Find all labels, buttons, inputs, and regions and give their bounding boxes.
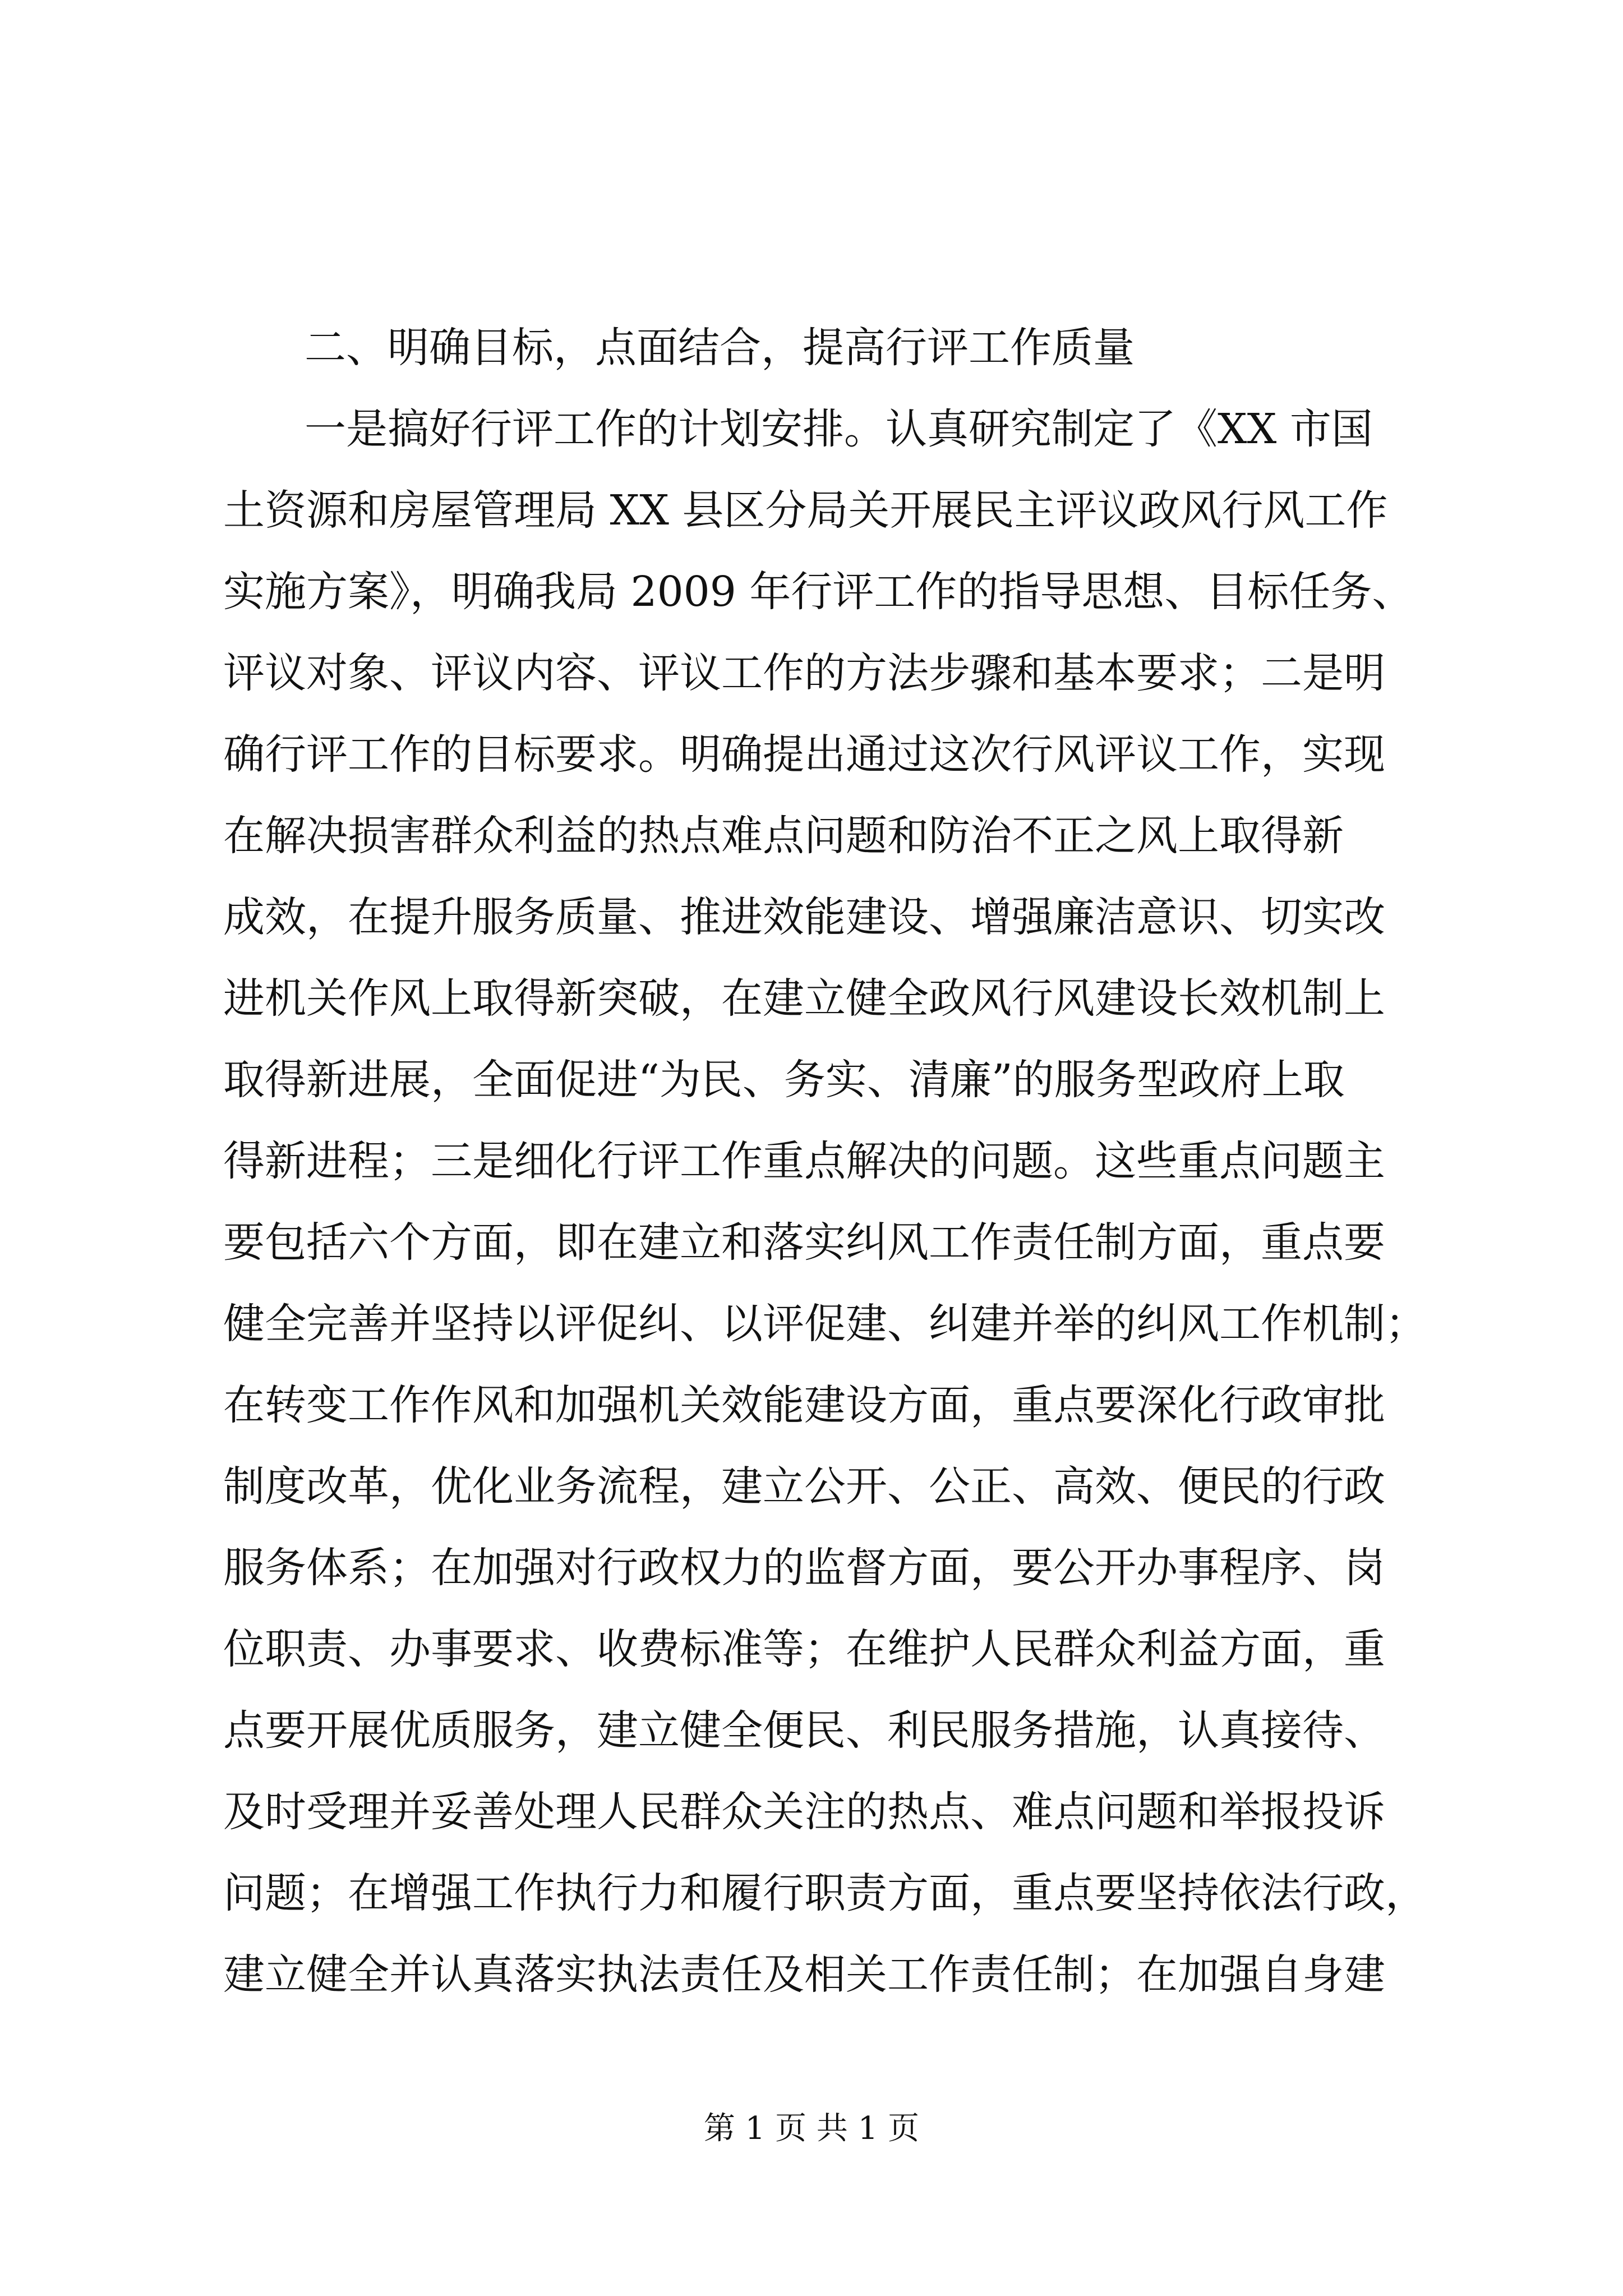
paragraph-line: 取得新进展，全面促进“为民、务实、清廉”的服务型政府上取 xyxy=(223,1056,1345,1104)
paragraph-line: 得新进程；三是细化行评工作重点解决的问题。这些重点问题主 xyxy=(223,1137,1385,1185)
paragraph-line: 制度改革，优化业务流程，建立公开、公正、高效、便民的行政 xyxy=(223,1462,1385,1511)
paragraph-line: 一是搞好行评工作的计划安排。认真研究制定了《XX 市国 xyxy=(305,405,1373,453)
paragraph-line: 点要开展优质服务，建立健全便民、利民服务措施，认真接待、 xyxy=(223,1706,1385,1755)
paragraph-line: 实施方案》，明确我局 2009 年行评工作的指导思想、目标任务、 xyxy=(223,568,1414,616)
paragraph-line: 服务体系；在加强对行政权力的监督方面，要公开办事程序、岗 xyxy=(223,1544,1385,1592)
section-heading: 二、明确目标，点面结合，提高行评工作质量 xyxy=(305,324,1135,372)
paragraph-line: 评议对象、评议内容、评议工作的方法步骤和基本要求；二是明 xyxy=(223,649,1385,697)
paragraph-line: 要包括六个方面，即在建立和落实纠风工作责任制方面，重点要 xyxy=(223,1218,1385,1267)
paragraph-line: 进机关作风上取得新突破，在建立健全政风行风建设长效机制上 xyxy=(223,974,1385,1023)
paragraph-line: 问题；在增强工作执行力和履行职责方面，重点要坚持依法行政， xyxy=(223,1869,1427,1917)
paragraph-line: 位职责、办事要求、收费标准等；在维护人民群众利益方面，重 xyxy=(223,1625,1385,1673)
paragraph-line: 确行评工作的目标要求。明确提出通过这次行风评议工作，实现 xyxy=(223,730,1385,779)
paragraph-line: 在转变工作作风和加强机关效能建设方面，重点要深化行政审批 xyxy=(223,1381,1385,1429)
paragraph-line: 土资源和房屋管理局 XX 县区分局关开展民主评议政风行风工作 xyxy=(223,486,1388,535)
document-body xyxy=(223,307,1427,2016)
paragraph-line: 在解决损害群众利益的热点难点问题和防治不正之风上取得新 xyxy=(223,812,1344,860)
paragraph-line: 建立健全并认真落实执法责任及相关工作责任制；在加强自身建 xyxy=(223,1950,1385,1999)
paragraph-line: 健全完善并坚持以评促纠、以评促建、纠建并举的纠风工作机制； xyxy=(223,1300,1427,1348)
paragraph-line: 及时受理并妥善处理人民群众关注的热点、难点问题和举报投诉 xyxy=(223,1788,1385,1836)
page-footer: 第 1 页 共 1 页 xyxy=(703,2110,920,2147)
paragraph-line: 成效，在提升服务质量、推进效能建设、增强廉洁意识、切实改 xyxy=(223,893,1385,941)
